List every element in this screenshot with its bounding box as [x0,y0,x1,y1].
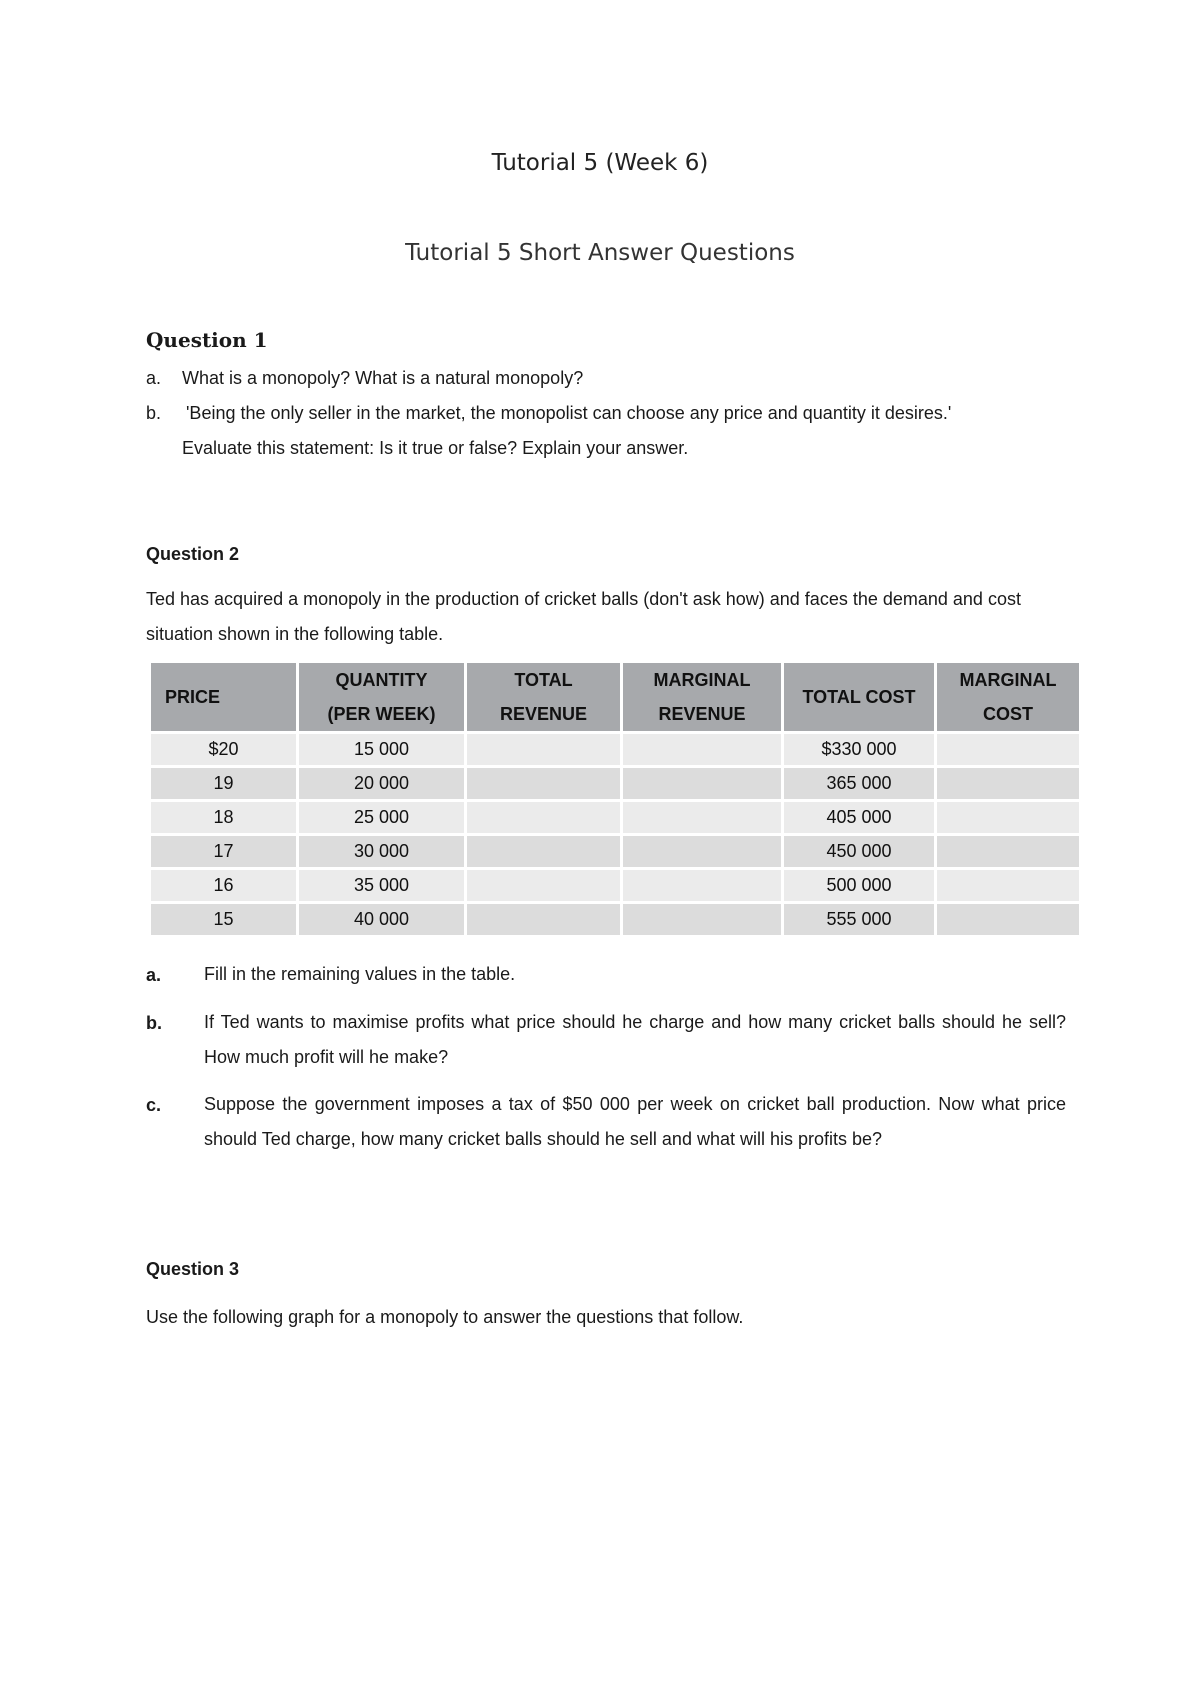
question-3-intro: Use the following graph for a monopoly to answer the questions that follow. [146,1307,744,1327]
q2-item-b-text: If Ted wants to maximise profits what price should he charge and how many cricket balls should he sell? How much profit will he make? [204,1012,1066,1067]
header-total-cost: TOTAL COST [784,663,934,731]
cell-total-cost: 365 000 [784,768,934,799]
q2-item-a-text: Fill in the remaining values in the table. [204,964,516,984]
demand-cost-table [148,660,1082,938]
table-row [151,802,1079,833]
cell-total-revenue [467,734,620,765]
cell-marginal-cost [937,870,1079,901]
cell-quantity: 35 000 [299,870,464,901]
cell-total-cost: 500 000 [784,870,934,901]
table-row [151,870,1079,901]
cell-marginal-revenue [623,836,781,867]
cell-total-cost: $330 000 [784,734,934,765]
cell-price: 18 [151,802,296,833]
cell-price: 15 [151,904,296,935]
cell-quantity: 20 000 [299,768,464,799]
table-row [151,734,1079,765]
cell-price: 19 [151,768,296,799]
header-total-revenue: TOTAL REVENUE [467,663,620,731]
q1-item-a-marker: a. [146,368,162,388]
cell-marginal-revenue [623,768,781,799]
question-2-intro: Ted has acquired a monopoly in the production of cricket balls (don't ask how) and faces the demand and cost situation shown in the following table. [146,589,1021,644]
cell-total-revenue [467,768,620,799]
table-row [151,904,1079,935]
cell-quantity: 15 000 [299,734,464,765]
cell-marginal-cost [937,768,1079,799]
document-title: Tutorial 5 (Week 6) [491,150,709,176]
question-1-heading: Question 1 [146,328,268,352]
cell-total-cost: 405 000 [784,802,934,833]
q2-item-c-text: Suppose the government imposes a tax of $50 000 per week on cricket ball production. Now what price should Ted charge, how many cricket balls should he sell and what will his profits be? [204,1094,1066,1149]
cell-total-revenue [467,870,620,901]
q2-item-c-marker: c. [146,1095,162,1115]
document-subtitle: Tutorial 5 Short Answer Questions [405,240,795,266]
cell-quantity: 25 000 [299,802,464,833]
cell-total-revenue [467,836,620,867]
cell-quantity: 30 000 [299,836,464,867]
cell-price: 17 [151,836,296,867]
header-quantity: QUANTITY (PER WEEK) [299,663,464,731]
header-marginal-cost: MARGINAL COST [937,663,1079,731]
cell-marginal-cost [937,734,1079,765]
cell-total-revenue [467,904,620,935]
cell-total-cost: 450 000 [784,836,934,867]
cell-total-cost: 555 000 [784,904,934,935]
q1-item-b-text-line2: Evaluate this statement: Is it true or false? Explain your answer. [182,438,689,458]
q1-item-b-text-line1: 'Being the only seller in the market, the monopolist can choose any price and quantity it desires.' [186,403,952,423]
header-marginal-revenue: MARGINAL REVENUE [623,663,781,731]
q1-item-b-marker: b. [146,403,162,423]
cell-quantity: 40 000 [299,904,464,935]
table-row [151,768,1079,799]
cell-marginal-cost [937,904,1079,935]
cell-marginal-cost [937,836,1079,867]
q2-item-a-marker: a. [146,965,162,985]
table-header-row [151,663,1079,731]
cell-marginal-revenue [623,870,781,901]
table-row [151,836,1079,867]
cell-price: 16 [151,870,296,901]
cell-marginal-cost [937,802,1079,833]
question-3-heading: Question 3 [146,1259,240,1279]
question-2-heading: Question 2 [146,544,240,564]
q2-item-b-marker: b. [146,1013,162,1033]
cell-marginal-revenue [623,904,781,935]
cell-total-revenue [467,802,620,833]
cell-marginal-revenue [623,734,781,765]
q1-item-a-text: What is a monopoly? What is a natural monopoly? [182,368,584,388]
header-price: PRICE [151,663,296,731]
cell-price: $20 [151,734,296,765]
cell-marginal-revenue [623,802,781,833]
